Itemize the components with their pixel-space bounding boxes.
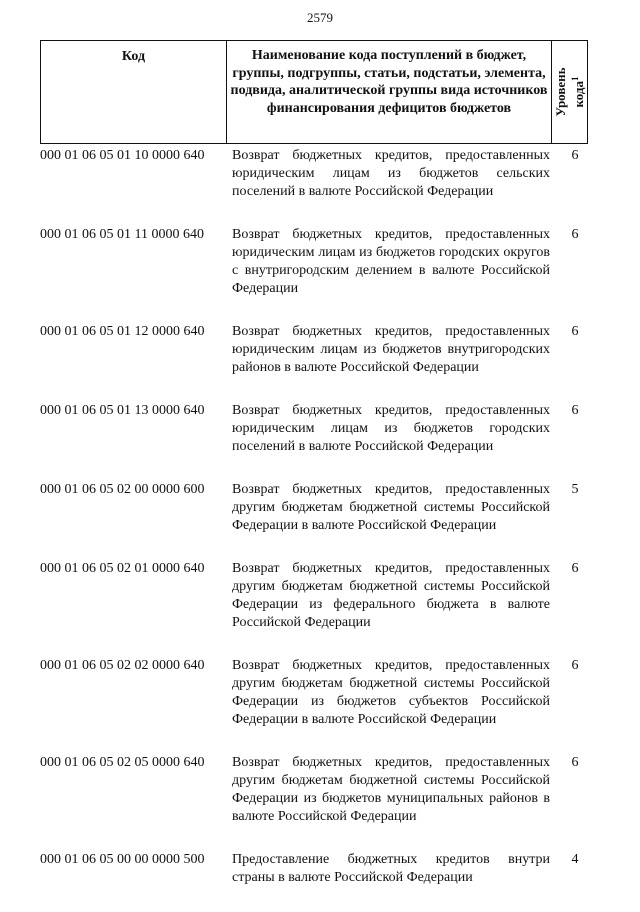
row-level: 6 [571,658,579,673]
row-code: 000 01 06 05 02 05 0000 640 [40,755,205,770]
row-name: Возврат бюджетных кредитов, предоставленных юридическим лицам из бюджетов внутригородских районов в валюте Российской Федерации [232,324,550,375]
row-code: 000 01 06 05 01 11 0000 640 [40,227,204,242]
row-level: 6 [571,324,579,339]
row-level: 6 [571,227,579,242]
row-code: 000 01 06 05 01 12 0000 640 [40,324,205,339]
header-level-footnote: 1 [569,76,580,81]
row-level: 4 [571,852,579,867]
table-row [40,147,600,201]
row-code: 000 01 06 05 02 01 0000 640 [40,561,205,576]
row-level: 6 [571,148,579,163]
header-code: Код [41,41,227,143]
row-level: 5 [571,482,579,497]
row-name: Возврат бюджетных кредитов, предоставленных другим бюджетам бюджетной системы Российской Федерации из бюджетов муниципальных районов в валюте Российской Федерации [232,755,550,824]
table-row [40,481,600,535]
table-header [40,40,588,144]
header-level-line2: кода [570,80,586,108]
row-level: 6 [571,755,579,770]
table-row [40,226,600,298]
row-code: 000 01 06 05 02 02 0000 640 [40,658,205,673]
table-row [40,402,600,456]
table-row [40,754,600,826]
table-row [40,657,600,729]
row-code: 000 01 06 05 02 00 0000 600 [40,482,205,497]
table-body [40,147,600,912]
row-code: 000 01 06 05 01 13 0000 640 [40,403,205,418]
page-number: 2579 [307,10,333,25]
row-name: Возврат бюджетных кредитов, предоставленных другим бюджетам бюджетной системы Российской Федерации из федерального бюджета в валюте Российской Федерации [232,561,550,630]
row-level: 6 [571,561,579,576]
header-level-line1: Уровень [552,67,568,117]
row-name: Возврат бюджетных кредитов, предоставленных другим бюджетам бюджетной системы Российской Федерации из бюджетов субъектов Российской Федерации в валюте Российской Федерации [232,658,550,727]
row-name: Возврат бюджетных кредитов, предоставленных юридическим лицам из бюджетов сельских поселений в валюте Российской Федерации [232,148,550,199]
header-level [552,41,587,143]
table-row [40,560,600,632]
header-level-text [553,67,585,116]
row-name: Возврат бюджетных кредитов, предоставленных юридическим лицам из бюджетов городских округов с внутригородским делением в валюте Российской Федерации [232,227,550,296]
row-code: 000 01 06 05 01 10 0000 640 [40,148,205,163]
row-code: 000 01 06 05 00 00 0000 500 [40,852,205,867]
row-level: 6 [571,403,579,418]
table-row [40,851,600,887]
row-name: Возврат бюджетных кредитов, предоставленных юридическим лицам из бюджетов городских поселений в валюте Российской Федерации [232,403,550,454]
row-name: Возврат бюджетных кредитов, предоставленных другим бюджетам бюджетной системы Российской Федерации в валюте Российской Федерации [232,482,550,533]
row-name: Предоставление бюджетных кредитов внутри страны в валюте Российской Федерации [232,852,550,885]
header-name: Наименование кода поступлений в бюджет, группы, подгруппы, статьи, подстатьи, элемента, подвида, аналитической группы вида источников финансирования дефицитов бюджетов [227,41,552,143]
table-row [40,323,600,377]
